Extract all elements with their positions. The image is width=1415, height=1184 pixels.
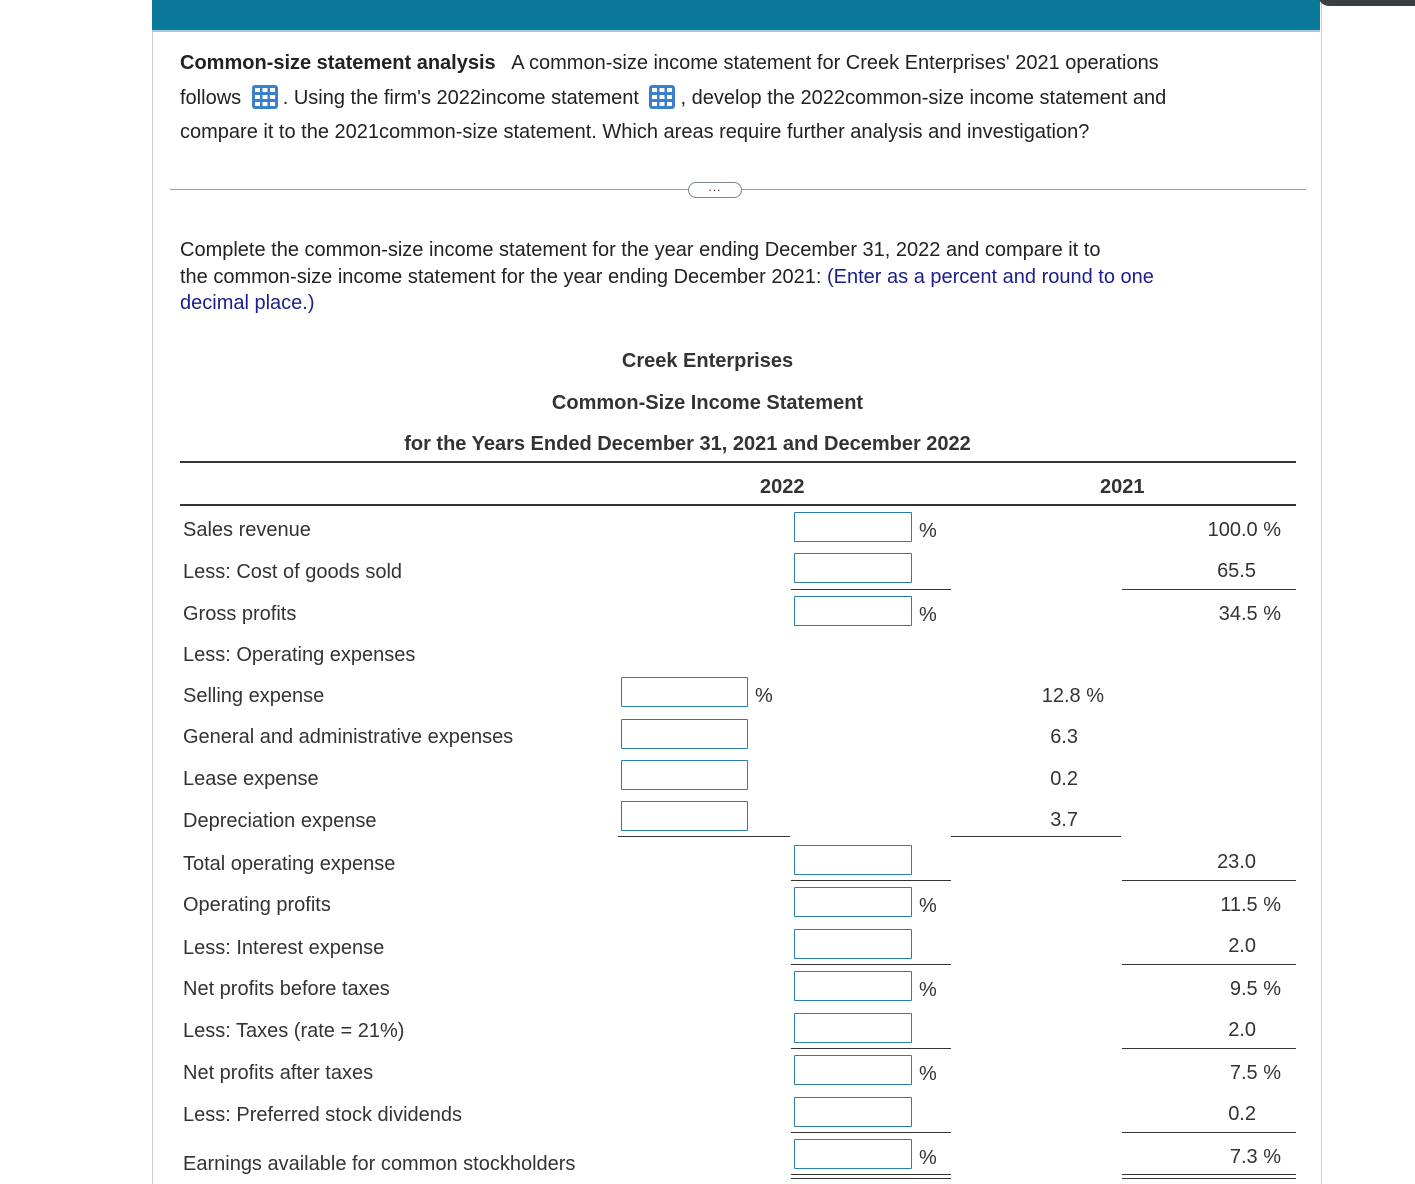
header-rule-top	[180, 461, 1296, 463]
total-double-rule	[791, 1174, 951, 1179]
data-table-icon[interactable]	[648, 84, 676, 110]
pct-sign: %	[919, 520, 937, 542]
row-label-cogs: Less: Cost of goods sold	[183, 561, 403, 583]
input-2022-npbt[interactable]	[794, 971, 912, 1001]
pct-sign: %	[919, 1063, 937, 1085]
row-label-depreciation: Depreciation expense	[183, 810, 377, 832]
question-text	[180, 46, 1280, 150]
instructions	[180, 237, 1280, 317]
input-2022-eacs[interactable]	[794, 1139, 912, 1169]
subtotal-rule	[1122, 1132, 1296, 1133]
instructions-hint: (Enter as a percent and round to one	[827, 265, 1154, 288]
expand-more-button[interactable]: ...	[688, 182, 742, 198]
value-2021-ga: 6.3	[1050, 726, 1078, 748]
pct-sign: %	[919, 1147, 937, 1169]
input-2022-sales[interactable]	[794, 512, 912, 542]
row-label-total-opex: Total operating expense	[183, 853, 396, 875]
question-title: Common-size statement analysis	[180, 52, 496, 74]
subtotal-rule	[791, 589, 951, 590]
value-2021-depreciation: 3.7	[1050, 809, 1078, 831]
input-2022-taxes[interactable]	[794, 1013, 912, 1043]
question-part4: , develop the 2022common-size income statement and	[680, 86, 1167, 109]
pct-sign: %	[919, 604, 937, 626]
content-panel	[152, 0, 1322, 1184]
input-2022-total-opex[interactable]	[794, 845, 912, 875]
value-2021-npat: 7.5 %	[1229, 1062, 1281, 1084]
value-2021-preferred: 0.2	[1228, 1103, 1256, 1125]
value-2021-sales: 100.0 %	[1207, 519, 1281, 541]
row-label-npbt: Net profits before taxes	[183, 978, 390, 1000]
subtotal-rule	[1122, 1048, 1296, 1049]
instructions-line2: the common-size income statement for the year ending December 2021:	[180, 265, 822, 288]
row-label-taxes: Less: Taxes (rate = 21%)	[183, 1020, 405, 1042]
instructions-line1: Complete the common-size income statement for the year ending December 31, 2022 and compare it to	[180, 239, 1101, 261]
input-2022-selling[interactable]	[621, 677, 748, 707]
row-label-ga: General and administrative expenses	[183, 726, 514, 748]
data-table-icon[interactable]	[251, 84, 279, 110]
value-2021-operating-profits: 11.5 %	[1220, 894, 1281, 916]
subtotal-rule	[791, 964, 951, 965]
top-bar	[152, 0, 1320, 32]
input-2022-preferred[interactable]	[794, 1097, 912, 1127]
subtotal-rule	[1122, 964, 1296, 965]
input-2022-npat[interactable]	[794, 1055, 912, 1085]
value-2021-gross: 34.5 %	[1218, 603, 1281, 625]
subtotal-rule	[951, 836, 1121, 837]
input-2022-cogs[interactable]	[794, 553, 912, 583]
pct-sign: %	[919, 979, 937, 1001]
input-2022-lease[interactable]	[621, 760, 748, 790]
question-part2: follows	[180, 86, 242, 109]
statement-title: Common-Size Income Statement	[551, 392, 864, 414]
question-part1: A common-size income statement for Creek Enterprises' 2021 operations	[511, 52, 1159, 74]
row-label-sales: Sales revenue	[183, 519, 311, 541]
value-2021-total-opex: 23.0	[1217, 851, 1256, 873]
input-2022-ga[interactable]	[621, 719, 748, 749]
total-double-rule	[1122, 1174, 1296, 1179]
pct-sign: %	[755, 685, 773, 707]
pct-sign: %	[919, 895, 937, 917]
row-label-opex: Less: Operating expenses	[183, 644, 416, 666]
header-rule-bottom	[180, 504, 1296, 506]
instructions-hint-cont: decimal place.)	[180, 292, 315, 314]
statement-period: for the Years Ended December 31, 2021 and December 2022	[404, 433, 971, 455]
row-label-selling: Selling expense	[183, 685, 325, 707]
subtotal-rule	[791, 1048, 951, 1049]
row-label-lease: Lease expense	[183, 768, 319, 790]
value-2021-interest: 2.0	[1228, 935, 1256, 957]
value-2021-npbt: 9.5 %	[1229, 978, 1281, 1000]
row-label-interest: Less: Interest expense	[183, 937, 385, 959]
value-2021-cogs: 65.5	[1217, 560, 1256, 582]
row-label-gross: Gross profits	[183, 603, 297, 625]
value-2021-lease: 0.2	[1050, 768, 1078, 790]
subtotal-rule	[618, 836, 790, 837]
subtotal-rule	[1122, 589, 1296, 590]
input-2022-interest[interactable]	[794, 929, 912, 959]
input-2022-gross[interactable]	[794, 596, 912, 626]
subtotal-rule	[1122, 880, 1296, 881]
company-name: Creek Enterprises	[621, 350, 794, 372]
row-label-npat: Net profits after taxes	[183, 1062, 374, 1084]
question-part3: . Using the firm's 2022income statement	[282, 86, 639, 109]
column-header-2021: 2021	[1100, 476, 1145, 498]
value-2021-taxes: 2.0	[1228, 1019, 1256, 1041]
row-label-eacs: Earnings available for common stockholders	[183, 1153, 576, 1175]
value-2021-selling: 12.8 %	[1041, 685, 1104, 707]
row-label-preferred: Less: Preferred stock dividends	[183, 1104, 463, 1126]
subtotal-rule	[791, 880, 951, 881]
input-2022-depreciation[interactable]	[621, 801, 748, 831]
question-part5: compare it to the 2021common-size statement. Which areas require further analysis and investigation?	[180, 121, 1090, 143]
value-2021-eacs: 7.3 %	[1229, 1146, 1281, 1168]
top-bar-button[interactable]	[1318, 0, 1415, 6]
input-2022-operating-profits[interactable]	[794, 887, 912, 917]
subtotal-rule	[791, 1132, 951, 1133]
column-header-2022: 2022	[760, 476, 805, 498]
row-label-operating-profits: Operating profits	[183, 894, 331, 916]
